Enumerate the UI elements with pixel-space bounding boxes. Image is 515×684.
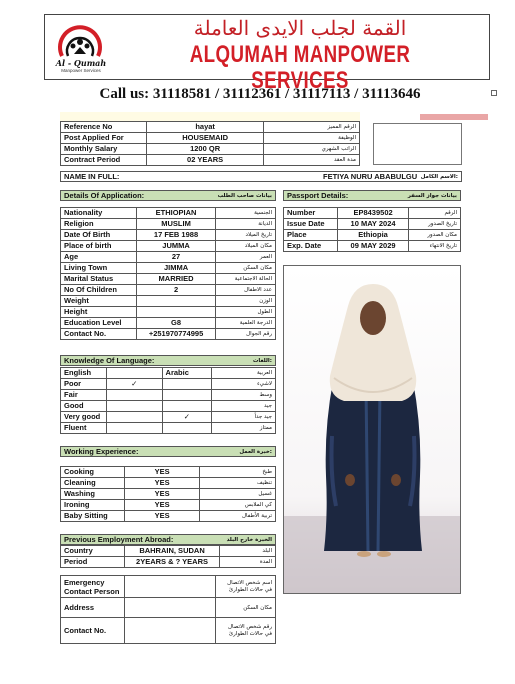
table-row	[61, 122, 360, 133]
field-label-arabic: مدة العقد	[264, 155, 360, 166]
column-header-arabic: العربية	[212, 368, 276, 379]
field-label: Exp. Date	[284, 241, 338, 252]
table-row	[61, 401, 276, 412]
field-value: JUMMA	[136, 241, 216, 252]
field-label: Contact No.	[61, 618, 125, 644]
table-row	[61, 230, 276, 241]
field-label-arabic: تاريخ الصدور	[409, 219, 461, 230]
table-row	[61, 219, 276, 230]
field-label: Religion	[61, 219, 137, 230]
language-level-arabic: جيد جداً	[212, 412, 276, 423]
field-label-arabic: الحالة الاجتماعية	[216, 274, 276, 285]
field-label-arabic: الطول	[216, 307, 276, 318]
table-row	[61, 467, 276, 478]
field-label-arabic: الوزن	[216, 296, 276, 307]
company-name-english: ALQUMAH MANPOWER SERVICES	[189, 41, 411, 94]
field-label: Post Applied For	[61, 133, 147, 144]
table-row	[61, 144, 360, 155]
field-label-arabic: عدد الاطفال	[216, 285, 276, 296]
field-label-arabic: مكان الصدور	[409, 230, 461, 241]
field-label-arabic: غسيل	[200, 489, 276, 500]
field-label: Monthly Salary	[61, 144, 147, 155]
field-value: BAHRAIN, SUDAN	[124, 546, 220, 557]
full-name-row	[60, 171, 462, 182]
field-label-arabic: البلد	[220, 546, 276, 557]
table-row	[61, 511, 276, 522]
column-header	[106, 368, 162, 379]
section-title-arabic: بيانات صاحب الطلب	[217, 193, 272, 199]
field-value: YES	[124, 500, 199, 511]
full-name-label-arabic: الاسم الكامل:	[420, 174, 458, 180]
column-header: Arabic	[162, 368, 212, 379]
field-label-arabic: المدة	[220, 557, 276, 568]
language-level: Fair	[61, 390, 107, 401]
field-label-arabic: طبخ	[200, 467, 276, 478]
field-label-arabic: العمر	[216, 252, 276, 263]
english-check: ✓	[106, 379, 162, 390]
table-row	[61, 263, 276, 274]
table-row	[61, 285, 276, 296]
reference-table	[60, 121, 360, 166]
field-label: Address	[61, 598, 125, 618]
field-label-arabic: الراتب الشهري	[264, 144, 360, 155]
table-row	[61, 379, 276, 390]
table-row	[61, 252, 276, 263]
table-row	[61, 598, 276, 618]
field-label-arabic: رقم الجوال	[216, 329, 276, 340]
field-label: Place	[284, 230, 338, 241]
arabic-check	[162, 423, 212, 434]
section-title-arabic: بيانات جواز السفر	[407, 193, 457, 199]
field-value: 2YEARS & ? YEARS	[124, 557, 220, 568]
table-row	[61, 368, 276, 379]
field-label-arabic: الرقم المميز	[264, 122, 360, 133]
field-value: hayat	[146, 122, 264, 133]
field-value: 02 YEARS	[146, 155, 264, 166]
field-value	[124, 576, 215, 598]
field-label: Education Level	[61, 318, 137, 329]
field-value: EP8439502	[337, 208, 409, 219]
field-label: Cleaning	[61, 478, 125, 489]
field-label-arabic: تاريخ الانتهاء	[409, 241, 461, 252]
table-row	[61, 274, 276, 285]
passport-section-header	[283, 190, 461, 201]
section-title-arabic: اللغات:	[252, 358, 272, 364]
photo-figure	[284, 266, 461, 594]
section-title: Previous Employment Abroad:	[64, 535, 174, 544]
table-row	[61, 241, 276, 252]
field-label-arabic: تاريخ الميلاد	[216, 230, 276, 241]
company-name-arabic: القمة لجلب الايدى العاملة	[193, 16, 407, 40]
field-label: Ironing	[61, 500, 125, 511]
full-name-label: NAME IN FULL:	[64, 172, 120, 181]
work-section-header	[60, 446, 276, 457]
field-value: 2	[136, 285, 216, 296]
arabic-check	[162, 390, 212, 401]
field-value	[136, 307, 216, 318]
field-value	[136, 296, 216, 307]
field-label: Number	[284, 208, 338, 219]
language-section-header	[60, 355, 276, 366]
field-label-arabic: كي الملابس	[200, 500, 276, 511]
field-value: YES	[124, 511, 199, 522]
field-label-arabic: رقم شخص الاتصال في حالات الطوارئ	[216, 618, 276, 644]
language-level: Fluent	[61, 423, 107, 434]
field-value: G8	[136, 318, 216, 329]
details-table	[60, 207, 276, 340]
language-level: Good	[61, 401, 107, 412]
field-label-arabic: مكان السكن	[216, 598, 276, 618]
language-level-arabic: جيد	[212, 401, 276, 412]
field-value: 09 MAY 2029	[337, 241, 409, 252]
arabic-check: ✓	[162, 412, 212, 423]
arabic-check	[162, 401, 212, 412]
field-label-arabic: الوظيفة	[264, 133, 360, 144]
field-label: Nationality	[61, 208, 137, 219]
previous-section-header	[60, 534, 276, 545]
field-value: Ethiopia	[337, 230, 409, 241]
english-check	[106, 423, 162, 434]
details-section-header	[60, 190, 276, 201]
field-label: Emergency Contact Person	[61, 576, 125, 598]
field-label: Cooking	[61, 467, 125, 478]
field-label: Date Of Birth	[61, 230, 137, 241]
top-photo-box	[373, 123, 462, 165]
arabic-check	[162, 379, 212, 390]
section-title: Details Of Application:	[64, 191, 145, 200]
full-name-value: FETIYA NURU ABABULGU	[323, 172, 418, 181]
section-title-arabic: الخبرة خارج البلد	[226, 537, 272, 543]
field-label: Period	[61, 557, 125, 568]
column-header: English	[61, 368, 107, 379]
table-row	[61, 576, 276, 598]
section-title: Working Experience:	[64, 447, 139, 456]
logo-name: Al - Qumah	[55, 58, 107, 68]
field-label-arabic: تربية الأطفال	[200, 511, 276, 522]
field-value: MUSLIM	[136, 219, 216, 230]
emergency-contact-table	[60, 575, 276, 644]
language-level: Very good	[61, 412, 107, 423]
table-row	[61, 618, 276, 644]
field-label: Weight	[61, 296, 137, 307]
field-value: +251970774995	[136, 329, 216, 340]
field-label-arabic: الرقم	[409, 208, 461, 219]
field-value: 17 FEB 1988	[136, 230, 216, 241]
english-check	[106, 412, 162, 423]
logo-subtitle: Manpower Services	[61, 68, 101, 73]
language-level-arabic: وسط	[212, 390, 276, 401]
field-label: No Of Children	[61, 285, 137, 296]
field-label-arabic: الجنسية	[216, 208, 276, 219]
field-label: Age	[61, 252, 137, 263]
language-level: Poor	[61, 379, 107, 390]
english-check	[106, 401, 162, 412]
field-label-arabic: اسم شخص الاتصال في حالات الطوارئ	[216, 576, 276, 598]
table-row	[61, 318, 276, 329]
table-row	[61, 155, 360, 166]
table-row	[61, 133, 360, 144]
field-label: Country	[61, 546, 125, 557]
english-check	[106, 390, 162, 401]
table-row	[61, 500, 276, 511]
field-value: 27	[136, 252, 216, 263]
field-value	[124, 598, 215, 618]
applicant-photo	[283, 265, 461, 594]
previous-table	[60, 545, 276, 568]
field-value: ETHIOPIAN	[136, 208, 216, 219]
table-row	[284, 208, 461, 219]
language-table	[60, 367, 276, 434]
table-row	[61, 489, 276, 500]
field-label: Contact No.	[61, 329, 137, 340]
table-row	[61, 478, 276, 489]
field-label-arabic: مكان الميلاد	[216, 241, 276, 252]
field-value: YES	[124, 478, 199, 489]
field-label-arabic: الدرجة العلمية	[216, 318, 276, 329]
field-value: JIMMA	[136, 263, 216, 274]
call-us-numbers: Call us: 31118581 / 31112361 / 31117113 / 31113646	[99, 86, 421, 102]
decor-strip-red	[420, 114, 488, 120]
field-value: HOUSEMAID	[146, 133, 264, 144]
field-value: MARRIED	[136, 274, 216, 285]
table-row	[284, 219, 461, 230]
table-row	[61, 390, 276, 401]
field-value: YES	[124, 489, 199, 500]
field-label-arabic: تنظيف	[200, 478, 276, 489]
language-level-arabic: لاشيء	[212, 379, 276, 390]
field-label: Washing	[61, 489, 125, 500]
table-row	[61, 329, 276, 340]
field-label-arabic: الديانة	[216, 219, 276, 230]
table-row	[61, 423, 276, 434]
field-label-arabic: مكان السكن	[216, 263, 276, 274]
section-title: Passport Details:	[287, 191, 349, 200]
field-value: 1200 QR	[146, 144, 264, 155]
corner-mark	[491, 90, 497, 96]
field-label: Marital Status	[61, 274, 137, 285]
passport-table	[283, 207, 461, 252]
field-label: Baby Sitting	[61, 511, 125, 522]
field-label: Living Town	[61, 263, 137, 274]
table-row	[61, 546, 276, 557]
table-row	[284, 241, 461, 252]
field-label: Issue Date	[284, 219, 338, 230]
field-value: YES	[124, 467, 199, 478]
field-value	[124, 618, 215, 644]
table-row	[61, 208, 276, 219]
section-title: Knowledge Of Language:	[64, 356, 155, 365]
field-label: Contract Period	[61, 155, 147, 166]
table-row	[61, 412, 276, 423]
field-value: 10 MAY 2024	[337, 219, 409, 230]
table-row	[61, 557, 276, 568]
language-level-arabic: ممتاز	[212, 423, 276, 434]
field-label: Reference No	[61, 122, 147, 133]
section-title-arabic: خبرة العمل:	[239, 449, 272, 455]
table-row	[61, 307, 276, 318]
table-row	[284, 230, 461, 241]
field-label: Height	[61, 307, 137, 318]
field-label: Place of birth	[61, 241, 137, 252]
table-row	[61, 296, 276, 307]
work-table	[60, 466, 276, 522]
